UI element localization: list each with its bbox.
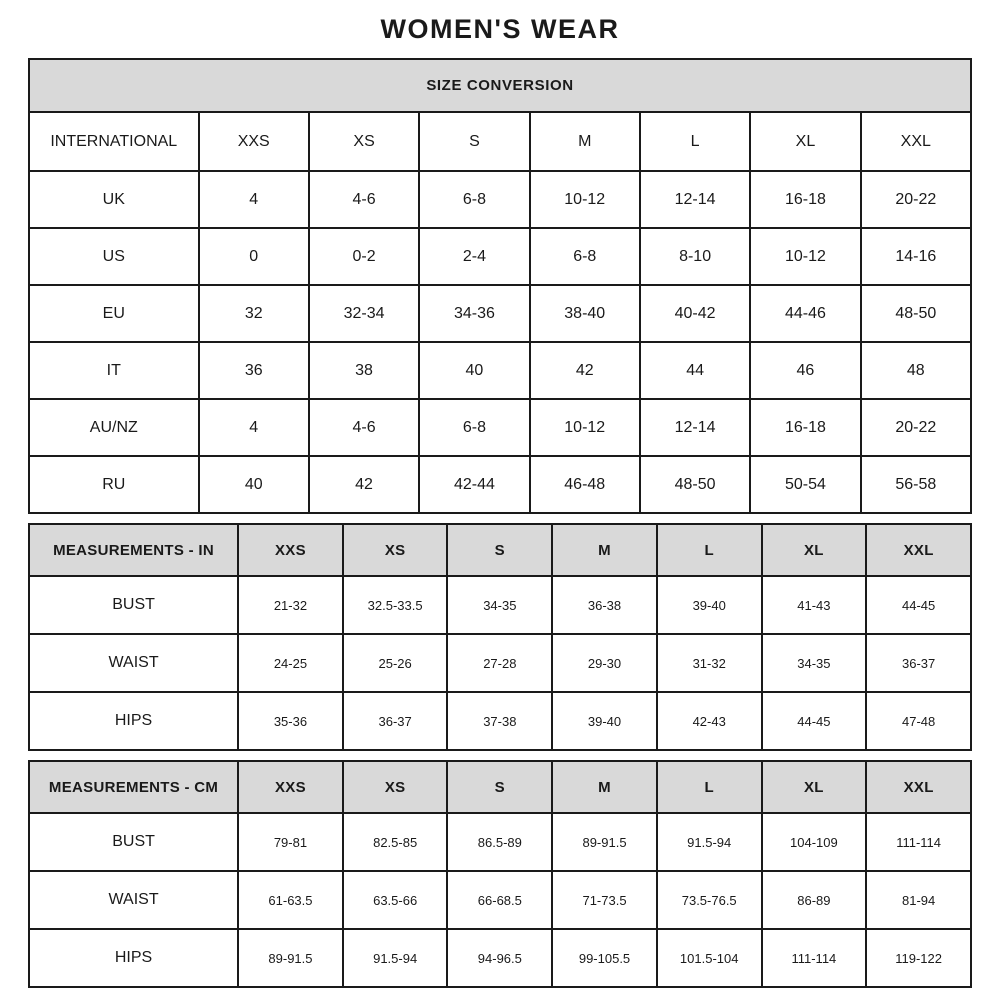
column-header-xxs: XXS <box>238 761 343 813</box>
value-cell: 0-2 <box>309 228 419 285</box>
table-row <box>29 171 971 228</box>
column-header-l: L <box>657 524 762 576</box>
table-row <box>29 692 971 750</box>
row-label: WAIST <box>29 634 238 692</box>
value-cell: 25-26 <box>343 634 448 692</box>
value-cell: 50-54 <box>750 456 860 513</box>
row-label: BUST <box>29 576 238 634</box>
value-cell: 40-42 <box>640 285 750 342</box>
value-cell: 104-109 <box>762 813 867 871</box>
value-cell: 6-8 <box>419 399 529 456</box>
column-header-xs: XS <box>309 112 419 171</box>
table-row <box>29 871 971 929</box>
value-cell: 10-12 <box>750 228 860 285</box>
value-cell: 29-30 <box>552 634 657 692</box>
value-cell: 86.5-89 <box>447 813 552 871</box>
column-header-xs: XS <box>343 761 448 813</box>
table-row <box>29 399 971 456</box>
column-header-xs: XS <box>343 524 448 576</box>
value-cell: 41-43 <box>762 576 867 634</box>
value-cell: 36-37 <box>866 634 971 692</box>
column-header-xl: XL <box>762 761 867 813</box>
value-cell: 16-18 <box>750 171 860 228</box>
value-cell: 32.5-33.5 <box>343 576 448 634</box>
value-cell: 20-22 <box>861 171 971 228</box>
value-cell: 91.5-94 <box>657 813 762 871</box>
table-row <box>29 228 971 285</box>
table-row <box>29 285 971 342</box>
value-cell: 39-40 <box>552 692 657 750</box>
row-label: UK <box>29 171 199 228</box>
row-label: HIPS <box>29 929 238 987</box>
size-conversion-title: SIZE CONVERSION <box>29 59 971 112</box>
value-cell: 31-32 <box>657 634 762 692</box>
value-cell: 24-25 <box>238 634 343 692</box>
value-cell: 81-94 <box>866 871 971 929</box>
value-cell: 32-34 <box>309 285 419 342</box>
value-cell: 63.5-66 <box>343 871 448 929</box>
value-cell: 37-38 <box>447 692 552 750</box>
value-cell: 42 <box>309 456 419 513</box>
value-cell: 46-48 <box>530 456 640 513</box>
value-cell: 38-40 <box>530 285 640 342</box>
measurements-in-header-row <box>29 524 971 576</box>
column-header-xxl: XXL <box>861 112 971 171</box>
value-cell: 89-91.5 <box>238 929 343 987</box>
value-cell: 89-91.5 <box>552 813 657 871</box>
measurements-in-title: MEASUREMENTS - IN <box>29 524 238 576</box>
value-cell: 39-40 <box>657 576 762 634</box>
value-cell: 38 <box>309 342 419 399</box>
table-row <box>29 634 971 692</box>
column-header-international: INTERNATIONAL <box>29 112 199 171</box>
table-row <box>29 456 971 513</box>
table-row <box>29 929 971 987</box>
row-label: IT <box>29 342 199 399</box>
value-cell: 27-28 <box>447 634 552 692</box>
value-cell: 6-8 <box>419 171 529 228</box>
value-cell: 36-38 <box>552 576 657 634</box>
value-cell: 101.5-104 <box>657 929 762 987</box>
value-cell: 6-8 <box>530 228 640 285</box>
value-cell: 8-10 <box>640 228 750 285</box>
column-header-m: M <box>552 761 657 813</box>
column-header-xxs: XXS <box>199 112 309 171</box>
column-header-s: S <box>447 524 552 576</box>
column-header-s: S <box>447 761 552 813</box>
value-cell: 42-43 <box>657 692 762 750</box>
value-cell: 42-44 <box>419 456 529 513</box>
value-cell: 48 <box>861 342 971 399</box>
value-cell: 119-122 <box>866 929 971 987</box>
row-label: AU/NZ <box>29 399 199 456</box>
size-conversion-table <box>28 58 972 514</box>
value-cell: 44 <box>640 342 750 399</box>
column-header-xxl: XXL <box>866 761 971 813</box>
column-header-xxl: XXL <box>866 524 971 576</box>
row-label: RU <box>29 456 199 513</box>
value-cell: 40 <box>199 456 309 513</box>
value-cell: 12-14 <box>640 171 750 228</box>
row-label: BUST <box>29 813 238 871</box>
value-cell: 44-46 <box>750 285 860 342</box>
value-cell: 44-45 <box>866 576 971 634</box>
value-cell: 32 <box>199 285 309 342</box>
column-header-s: S <box>419 112 529 171</box>
size-conversion-title-row <box>29 59 971 112</box>
column-header-l: L <box>657 761 762 813</box>
value-cell: 111-114 <box>866 813 971 871</box>
value-cell: 73.5-76.5 <box>657 871 762 929</box>
value-cell: 79-81 <box>238 813 343 871</box>
value-cell: 86-89 <box>762 871 867 929</box>
column-header-xxs: XXS <box>238 524 343 576</box>
value-cell: 36-37 <box>343 692 448 750</box>
value-cell: 66-68.5 <box>447 871 552 929</box>
international-header-row <box>29 112 971 171</box>
page-title: WOMEN'S WEAR <box>380 14 620 44</box>
measurements-in-table <box>28 523 972 751</box>
value-cell: 111-114 <box>762 929 867 987</box>
value-cell: 40 <box>419 342 529 399</box>
table-row <box>29 576 971 634</box>
value-cell: 36 <box>199 342 309 399</box>
column-header-m: M <box>552 524 657 576</box>
value-cell: 61-63.5 <box>238 871 343 929</box>
value-cell: 12-14 <box>640 399 750 456</box>
value-cell: 42 <box>530 342 640 399</box>
measurements-cm-header-row <box>29 761 971 813</box>
value-cell: 34-35 <box>447 576 552 634</box>
value-cell: 71-73.5 <box>552 871 657 929</box>
value-cell: 44-45 <box>762 692 867 750</box>
value-cell: 34-35 <box>762 634 867 692</box>
value-cell: 16-18 <box>750 399 860 456</box>
value-cell: 34-36 <box>419 285 529 342</box>
value-cell: 4 <box>199 399 309 456</box>
row-label: WAIST <box>29 871 238 929</box>
row-label: HIPS <box>29 692 238 750</box>
value-cell: 94-96.5 <box>447 929 552 987</box>
value-cell: 46 <box>750 342 860 399</box>
value-cell: 99-105.5 <box>552 929 657 987</box>
value-cell: 20-22 <box>861 399 971 456</box>
column-header-xl: XL <box>750 112 860 171</box>
row-label: EU <box>29 285 199 342</box>
table-row <box>29 342 971 399</box>
value-cell: 56-58 <box>861 456 971 513</box>
value-cell: 10-12 <box>530 171 640 228</box>
value-cell: 48-50 <box>640 456 750 513</box>
value-cell: 2-4 <box>419 228 529 285</box>
value-cell: 82.5-85 <box>343 813 448 871</box>
measurements-cm-title: MEASUREMENTS - CM <box>29 761 238 813</box>
table-row <box>29 813 971 871</box>
value-cell: 21-32 <box>238 576 343 634</box>
value-cell: 4 <box>199 171 309 228</box>
measurements-cm-table <box>28 760 972 988</box>
value-cell: 14-16 <box>861 228 971 285</box>
value-cell: 4-6 <box>309 399 419 456</box>
value-cell: 35-36 <box>238 692 343 750</box>
value-cell: 91.5-94 <box>343 929 448 987</box>
column-header-l: L <box>640 112 750 171</box>
row-label: US <box>29 228 199 285</box>
value-cell: 4-6 <box>309 171 419 228</box>
column-header-xl: XL <box>762 524 867 576</box>
value-cell: 47-48 <box>866 692 971 750</box>
column-header-m: M <box>530 112 640 171</box>
value-cell: 10-12 <box>530 399 640 456</box>
value-cell: 48-50 <box>861 285 971 342</box>
value-cell: 0 <box>199 228 309 285</box>
